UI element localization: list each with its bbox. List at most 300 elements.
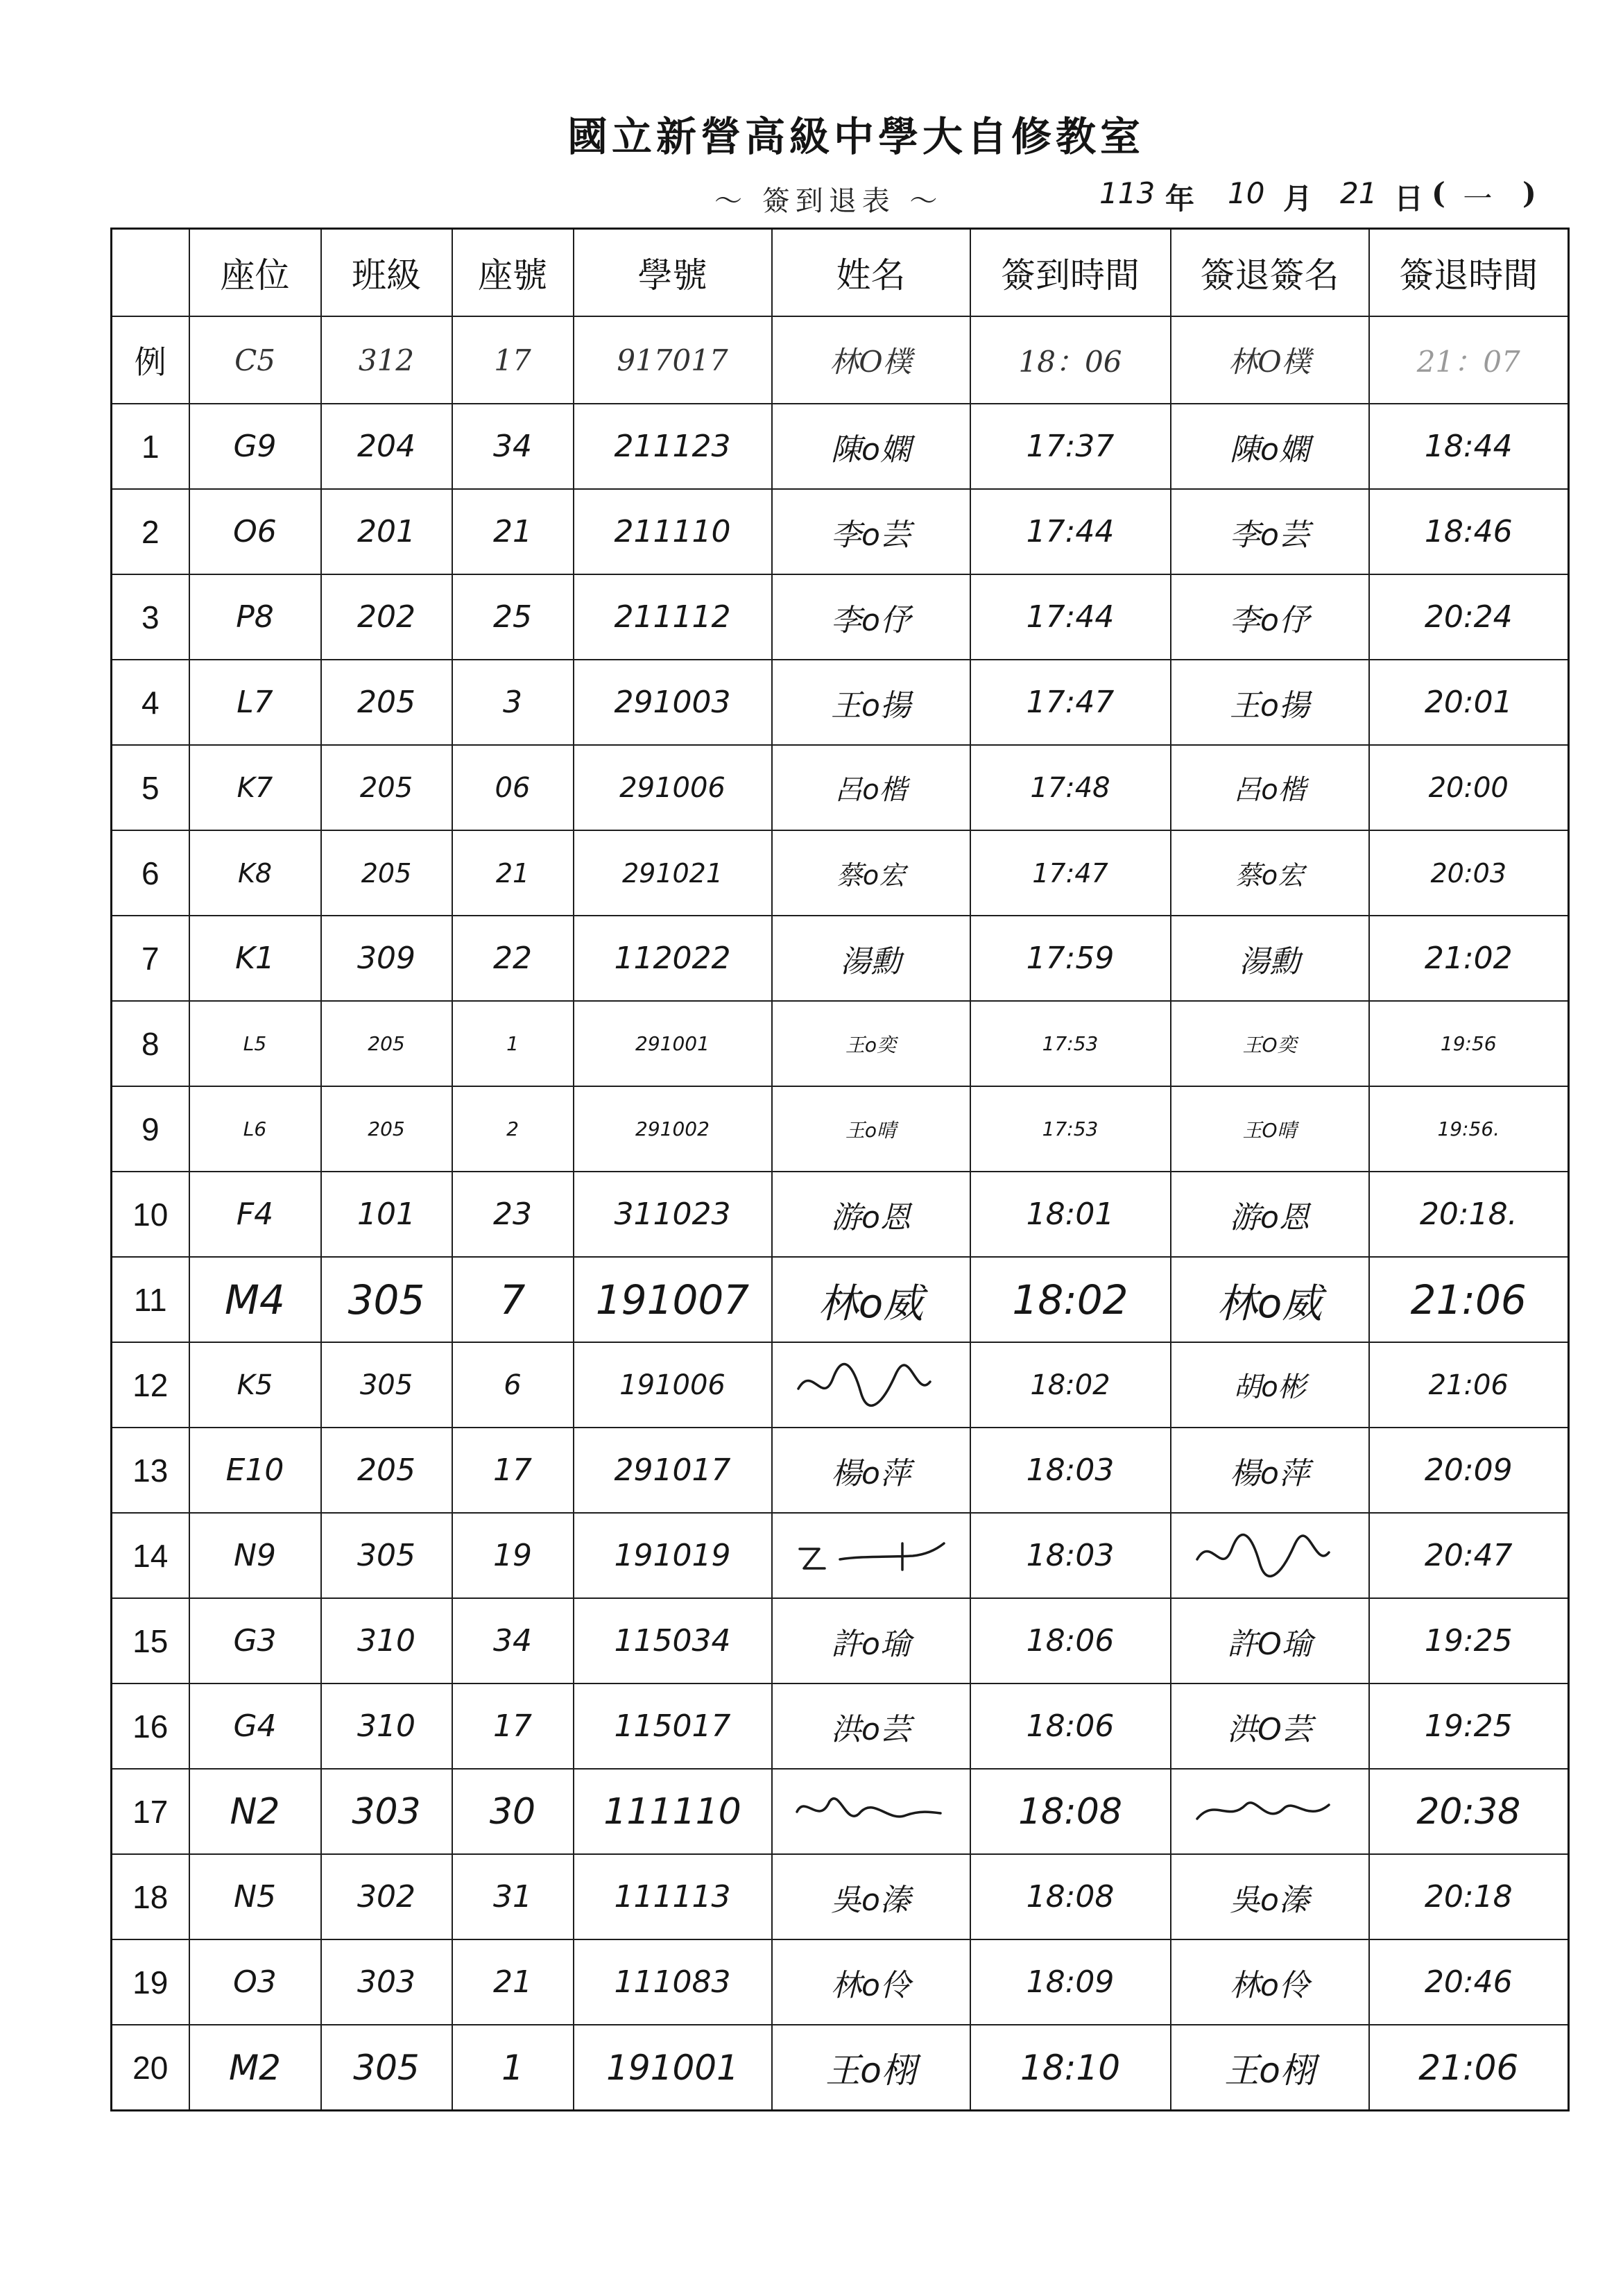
- seat-number-text: 1: [501, 2047, 524, 2088]
- out-time-text: 19:56: [1440, 1032, 1497, 1055]
- seat-number-text: 23: [493, 1197, 532, 1232]
- out-name-cell: [1171, 404, 1369, 489]
- table-row: [112, 1342, 1569, 1428]
- seat-text: K5: [237, 1369, 273, 1401]
- table-row: [112, 1598, 1569, 1684]
- name-text: 洪o芸: [831, 1711, 911, 1747]
- class-cell: [321, 1598, 452, 1684]
- name-cell: [772, 574, 970, 660]
- seat-number-cell: [452, 489, 574, 574]
- out-name-text: 呂o楷: [1233, 774, 1306, 806]
- in-time-cell: [970, 1172, 1171, 1257]
- out-time-text: 21:06: [1418, 2047, 1519, 2088]
- out-time-cell: [1369, 745, 1569, 830]
- name-cell: [772, 1342, 970, 1428]
- in-time-text: 18:06: [1026, 1623, 1115, 1659]
- student-id-text: 291001: [635, 1032, 710, 1055]
- seat-number-cell: [452, 1257, 574, 1342]
- table-row: [112, 745, 1569, 830]
- seat-text: M4: [225, 1276, 285, 1323]
- seat-number-text: 31: [493, 1879, 532, 1914]
- row-number: 16: [112, 1684, 189, 1769]
- in-time-text: 18:06: [1026, 1708, 1115, 1744]
- student-id-cell: [574, 1598, 772, 1684]
- table-row: [112, 489, 1569, 574]
- in-time-text: 17:44: [1026, 599, 1115, 635]
- signature-stroke: [800, 1543, 944, 1570]
- name-text: 呂o楷: [834, 774, 907, 806]
- table-row: [112, 1172, 1569, 1257]
- header-class: 班級: [321, 229, 452, 317]
- in-time-text: 18:02: [1012, 1276, 1128, 1323]
- student-id-cell: [574, 1684, 772, 1769]
- student-id-text: 917017: [617, 343, 728, 377]
- in-time-cell: [970, 1513, 1171, 1598]
- out-time-text: 21:06: [1428, 1369, 1509, 1401]
- name-cell: [772, 1086, 970, 1172]
- seat-number-cell: [452, 830, 574, 916]
- signature-stroke: [798, 1364, 930, 1405]
- out-name-text: 陳o嫻: [1230, 431, 1309, 468]
- in-time-cell: [970, 1769, 1171, 1854]
- name-text: 林o伶: [831, 1967, 911, 2003]
- out-time-text: 20:03: [1430, 857, 1506, 889]
- out-name-cell: [1171, 1086, 1369, 1172]
- row-number: 6: [112, 830, 189, 916]
- row-number: 8: [112, 1001, 189, 1086]
- seat-number-cell: [452, 1854, 574, 1939]
- handwritten-signature: [791, 1528, 951, 1584]
- date-year-label: 年: [1165, 182, 1195, 216]
- in-time-text: 18：06: [1018, 345, 1122, 379]
- out-name-text: 林o伶: [1230, 1967, 1309, 2003]
- seat-cell: [189, 1513, 321, 1598]
- in-time-text: 18:08: [1018, 1790, 1122, 1833]
- table-body: [112, 316, 1569, 2111]
- seat-cell: [189, 489, 321, 574]
- student-id-cell: [574, 1086, 772, 1172]
- seat-text: O6: [233, 514, 277, 549]
- in-time-cell: [970, 1086, 1171, 1172]
- class-text: 302: [357, 1879, 415, 1914]
- class-text: 202: [357, 599, 415, 635]
- class-cell: [321, 1939, 452, 2025]
- seat-number-text: 21: [495, 857, 530, 889]
- sign-in-table: [110, 228, 1570, 2111]
- in-time-cell: [970, 1257, 1171, 1342]
- row-number: 1: [112, 404, 189, 489]
- in-time-text: 18:01: [1026, 1197, 1115, 1232]
- student-id-cell: [574, 1769, 772, 1854]
- seat-number-cell: [452, 1428, 574, 1513]
- seat-number-cell: [452, 745, 574, 830]
- signature-stroke: [1197, 1534, 1329, 1576]
- out-name-text: 王O奕: [1242, 1033, 1297, 1056]
- name-cell: [772, 1598, 970, 1684]
- class-cell: [321, 404, 452, 489]
- student-id-text: 211110: [614, 514, 731, 549]
- in-time-text: 18:03: [1026, 1453, 1115, 1488]
- seat-cell: [189, 1854, 321, 1939]
- in-time-text: 17:44: [1026, 514, 1115, 549]
- table-row: [112, 1428, 1569, 1513]
- name-text: 蔡o宏: [836, 860, 906, 891]
- out-time-cell: [1369, 316, 1569, 404]
- in-time-cell: [970, 1342, 1171, 1428]
- out-time-cell: [1369, 1854, 1569, 1939]
- row-number: 3: [112, 574, 189, 660]
- name-cell: [772, 1769, 970, 1854]
- in-time-text: 18:08: [1026, 1879, 1115, 1914]
- name-text: 李o芸: [831, 517, 911, 553]
- student-id-cell: [574, 2025, 772, 2111]
- out-time-cell: [1369, 1428, 1569, 1513]
- out-time-cell: [1369, 916, 1569, 1001]
- example-row: [112, 316, 1569, 404]
- seat-number-cell: [452, 316, 574, 404]
- table-row: [112, 830, 1569, 916]
- class-text: 310: [357, 1623, 415, 1659]
- row-number: 5: [112, 745, 189, 830]
- out-name-cell: [1171, 1342, 1369, 1428]
- student-id-text: 191007: [595, 1276, 750, 1323]
- out-name-cell: [1171, 1598, 1369, 1684]
- name-text: 吳o溱: [831, 1882, 911, 1918]
- name-cell: [772, 1001, 970, 1086]
- seat-cell: [189, 1939, 321, 2025]
- seat-number-text: 19: [493, 1538, 532, 1573]
- seat-text: C5: [234, 343, 275, 377]
- row-number: 19: [112, 1939, 189, 2025]
- seat-number-text: 06: [495, 771, 531, 804]
- in-time-cell: [970, 1598, 1171, 1684]
- table-row: [112, 574, 1569, 660]
- student-id-cell: [574, 1854, 772, 1939]
- class-text: 303: [352, 1790, 421, 1833]
- out-name-cell: [1171, 1257, 1369, 1342]
- student-id-text: 191001: [606, 2047, 739, 2088]
- header-sign-in-time: 簽到時間: [970, 229, 1171, 317]
- class-cell: [321, 1684, 452, 1769]
- class-text: 205: [368, 1117, 405, 1140]
- row-number: 17: [112, 1769, 189, 1854]
- class-text: 312: [358, 343, 415, 377]
- student-id-text: 111113: [614, 1879, 731, 1914]
- in-time-text: 17:59: [1026, 941, 1115, 976]
- header-name: 姓名: [772, 229, 970, 317]
- in-time-cell: [970, 916, 1171, 1001]
- seat-text: G9: [233, 429, 277, 464]
- class-cell: [321, 1513, 452, 1598]
- row-number: 2: [112, 489, 189, 574]
- seat-cell: [189, 1086, 321, 1172]
- row-number: 4: [112, 660, 189, 745]
- student-id-text: 291017: [614, 1453, 731, 1488]
- handwritten-signature: [791, 1784, 951, 1840]
- student-id-cell: [574, 1513, 772, 1598]
- row-number: 9: [112, 1086, 189, 1172]
- row-number: 15: [112, 1598, 189, 1684]
- out-time-text: 18:46: [1424, 514, 1513, 549]
- out-time-cell: [1369, 489, 1569, 574]
- name-text: 王o揚: [831, 687, 911, 723]
- header-row-number: [112, 229, 189, 317]
- seat-text: N9: [234, 1538, 276, 1573]
- seat-cell: [189, 830, 321, 916]
- class-text: 205: [357, 1453, 415, 1488]
- seat-number-text: 22: [493, 941, 532, 976]
- out-name-cell: [1171, 316, 1369, 404]
- seat-text: G3: [233, 1623, 277, 1659]
- table-row: [112, 1086, 1569, 1172]
- class-text: 201: [357, 514, 415, 549]
- out-name-text: 王O晴: [1242, 1118, 1297, 1142]
- student-id-text: 115017: [614, 1708, 731, 1744]
- signature-stroke: [797, 1798, 941, 1816]
- out-name-text: 胡o彬: [1233, 1371, 1306, 1403]
- class-text: 305: [353, 2047, 420, 2088]
- seat-text: M2: [229, 2047, 281, 2088]
- out-name-text: 王o栩: [1224, 2050, 1315, 2091]
- out-name-cell: [1171, 574, 1369, 660]
- seat-cell: [189, 1428, 321, 1513]
- seat-number-text: 17: [494, 343, 531, 377]
- date-year: 113: [1099, 176, 1156, 210]
- seat-text: K8: [237, 857, 273, 889]
- row-number: 7: [112, 916, 189, 1001]
- seat-cell: [189, 745, 321, 830]
- out-time-cell: [1369, 574, 1569, 660]
- seat-number-cell: [452, 660, 574, 745]
- seat-cell: [189, 316, 321, 404]
- seat-text: N5: [234, 1879, 276, 1914]
- out-name-text: 洪O芸: [1227, 1711, 1312, 1747]
- class-text: 305: [357, 1538, 415, 1573]
- in-time-cell: [970, 2025, 1171, 2111]
- out-time-text: 19:25: [1424, 1623, 1513, 1659]
- seat-text: L6: [243, 1117, 267, 1140]
- out-time-cell: [1369, 1086, 1569, 1172]
- name-text: 湯勳: [840, 943, 902, 979]
- class-cell: [321, 574, 452, 660]
- seat-number-cell: [452, 1684, 574, 1769]
- class-text: 101: [357, 1197, 415, 1232]
- seat-number-text: 21: [493, 1964, 532, 2000]
- class-cell: [321, 489, 452, 574]
- name-cell: [772, 1257, 970, 1342]
- seat-number-cell: [452, 1172, 574, 1257]
- table-row: [112, 2025, 1569, 2111]
- out-time-text: 21:06: [1410, 1276, 1527, 1323]
- header-sign-out-time: 簽退時間: [1369, 229, 1569, 317]
- table-row: [112, 1001, 1569, 1086]
- header-seat: 座位: [189, 229, 321, 317]
- seat-number-cell: [452, 1513, 574, 1598]
- seat-number-text: 21: [493, 514, 532, 549]
- in-time-cell: [970, 1001, 1171, 1086]
- name-cell: [772, 489, 970, 574]
- name-cell: [772, 745, 970, 830]
- class-cell: [321, 916, 452, 1001]
- in-time-text: 17:53: [1042, 1032, 1099, 1055]
- table-row: [112, 1257, 1569, 1342]
- name-text: 楊o萍: [831, 1455, 911, 1491]
- seat-number-text: 1: [506, 1032, 519, 1055]
- class-cell: [321, 660, 452, 745]
- out-name-cell: [1171, 745, 1369, 830]
- row-number: 18: [112, 1854, 189, 1939]
- seat-number-cell: [452, 1086, 574, 1172]
- seat-text: L5: [243, 1032, 267, 1055]
- seat-cell: [189, 1172, 321, 1257]
- table-row: [112, 404, 1569, 489]
- out-name-text: 王o揚: [1230, 687, 1309, 723]
- student-id-text: 291021: [621, 857, 723, 889]
- name-cell: [772, 1939, 970, 2025]
- out-time-text: 20:01: [1424, 685, 1513, 720]
- name-text: 林O樸: [830, 345, 912, 379]
- seat-number-text: 17: [493, 1453, 532, 1488]
- out-time-cell: [1369, 1513, 1569, 1598]
- out-name-cell: [1171, 1939, 1369, 2025]
- name-text: 王o晴: [845, 1118, 897, 1142]
- name-text: 游o恩: [831, 1199, 911, 1235]
- seat-text: K7: [237, 771, 273, 804]
- table-row: [112, 1684, 1569, 1769]
- in-time-text: 17:53: [1042, 1117, 1099, 1140]
- out-time-cell: [1369, 660, 1569, 745]
- out-name-text: 許O瑜: [1227, 1626, 1312, 1662]
- row-number: 14: [112, 1513, 189, 1598]
- seat-cell: [189, 574, 321, 660]
- student-id-text: 211112: [614, 599, 731, 635]
- class-text: 309: [357, 941, 415, 976]
- in-time-cell: [970, 830, 1171, 916]
- document-title: 國立新營高級中學大自修教室: [567, 113, 1145, 160]
- out-time-text: 21：07: [1416, 345, 1520, 379]
- in-time-text: 17:47: [1032, 857, 1108, 889]
- student-id-cell: [574, 574, 772, 660]
- class-cell: [321, 1342, 452, 1428]
- student-id-text: 311023: [614, 1197, 731, 1232]
- out-time-text: 19:56.: [1437, 1117, 1500, 1140]
- out-time-cell: [1369, 2025, 1569, 2111]
- seat-number-text: 3: [503, 685, 522, 720]
- class-cell: [321, 745, 452, 830]
- row-number: 13: [112, 1428, 189, 1513]
- out-time-cell: [1369, 404, 1569, 489]
- table-row: [112, 1513, 1569, 1598]
- out-time-text: 20:18: [1424, 1879, 1513, 1914]
- in-time-cell: [970, 489, 1171, 574]
- name-cell: [772, 1513, 970, 1598]
- student-id-text: 112022: [614, 941, 731, 976]
- seat-cell: [189, 2025, 321, 2111]
- seat-text: P8: [236, 599, 274, 635]
- student-id-text: 191019: [614, 1538, 731, 1573]
- row-number: 10: [112, 1172, 189, 1257]
- out-time-text: 20:46: [1424, 1964, 1513, 2000]
- student-id-cell: [574, 916, 772, 1001]
- name-text: 許o瑜: [831, 1626, 911, 1662]
- out-name-text: 林o威: [1217, 1279, 1323, 1327]
- seat-text: K1: [235, 941, 275, 976]
- seat-number-text: 34: [493, 1623, 532, 1659]
- out-name-text: 吳o溱: [1230, 1882, 1309, 1918]
- seat-cell: [189, 1769, 321, 1854]
- class-text: 205: [368, 1032, 405, 1055]
- class-cell: [321, 1086, 452, 1172]
- name-cell: [772, 1172, 970, 1257]
- in-time-cell: [970, 1854, 1171, 1939]
- name-cell: [772, 404, 970, 489]
- seat-number-cell: [452, 574, 574, 660]
- handwritten-signature: [791, 1357, 951, 1413]
- student-id-cell: [574, 830, 772, 916]
- in-time-cell: [970, 316, 1171, 404]
- class-text: 205: [359, 771, 413, 804]
- in-time-cell: [970, 745, 1171, 830]
- out-time-cell: [1369, 830, 1569, 916]
- name-cell: [772, 1684, 970, 1769]
- class-cell: [321, 1769, 452, 1854]
- table-row: [112, 1939, 1569, 2025]
- handwritten-signature: [1190, 1784, 1350, 1840]
- seat-text: O3: [233, 1964, 277, 2000]
- out-time-cell: [1369, 1769, 1569, 1854]
- seat-number-text: 25: [493, 599, 532, 635]
- class-text: 310: [357, 1708, 415, 1744]
- name-cell: [772, 916, 970, 1001]
- handwritten-signature: [1190, 1528, 1350, 1584]
- student-id-text: 111110: [603, 1790, 741, 1833]
- name-cell: [772, 660, 970, 745]
- name-text: 林o威: [818, 1279, 924, 1327]
- name-cell: [772, 2025, 970, 2111]
- date-weekday-open: (: [1432, 176, 1445, 210]
- header-student-id: 學號: [574, 229, 772, 317]
- in-time-cell: [970, 1428, 1171, 1513]
- seat-number-cell: [452, 1939, 574, 2025]
- student-id-cell: [574, 404, 772, 489]
- name-cell: [772, 316, 970, 404]
- out-name-cell: [1171, 1769, 1369, 1854]
- student-id-cell: [574, 1172, 772, 1257]
- seat-cell: [189, 1684, 321, 1769]
- out-time-text: 20:24: [1424, 599, 1513, 635]
- seat-number-text: 7: [499, 1276, 526, 1323]
- out-time-cell: [1369, 1172, 1569, 1257]
- out-name-text: 李o伃: [1230, 602, 1309, 638]
- seat-cell: [189, 1257, 321, 1342]
- seat-text: F4: [236, 1197, 274, 1232]
- out-name-text: 游o恩: [1230, 1199, 1309, 1235]
- seat-number-text: 17: [493, 1708, 532, 1744]
- out-time-text: 20:38: [1416, 1790, 1521, 1833]
- name-text: 王o奕: [845, 1033, 897, 1056]
- out-name-cell: [1171, 1172, 1369, 1257]
- seat-number-text: 6: [504, 1369, 522, 1401]
- in-time-cell: [970, 404, 1171, 489]
- out-time-text: 20:18.: [1419, 1197, 1518, 1232]
- out-name-text: 湯勳: [1239, 943, 1300, 979]
- out-name-cell: [1171, 1854, 1369, 1939]
- name-text: 陳o嫻: [831, 431, 911, 468]
- in-time-text: 18:03: [1026, 1538, 1115, 1573]
- table-row: [112, 1854, 1569, 1939]
- out-name-cell: [1171, 2025, 1369, 2111]
- in-time-cell: [970, 1684, 1171, 1769]
